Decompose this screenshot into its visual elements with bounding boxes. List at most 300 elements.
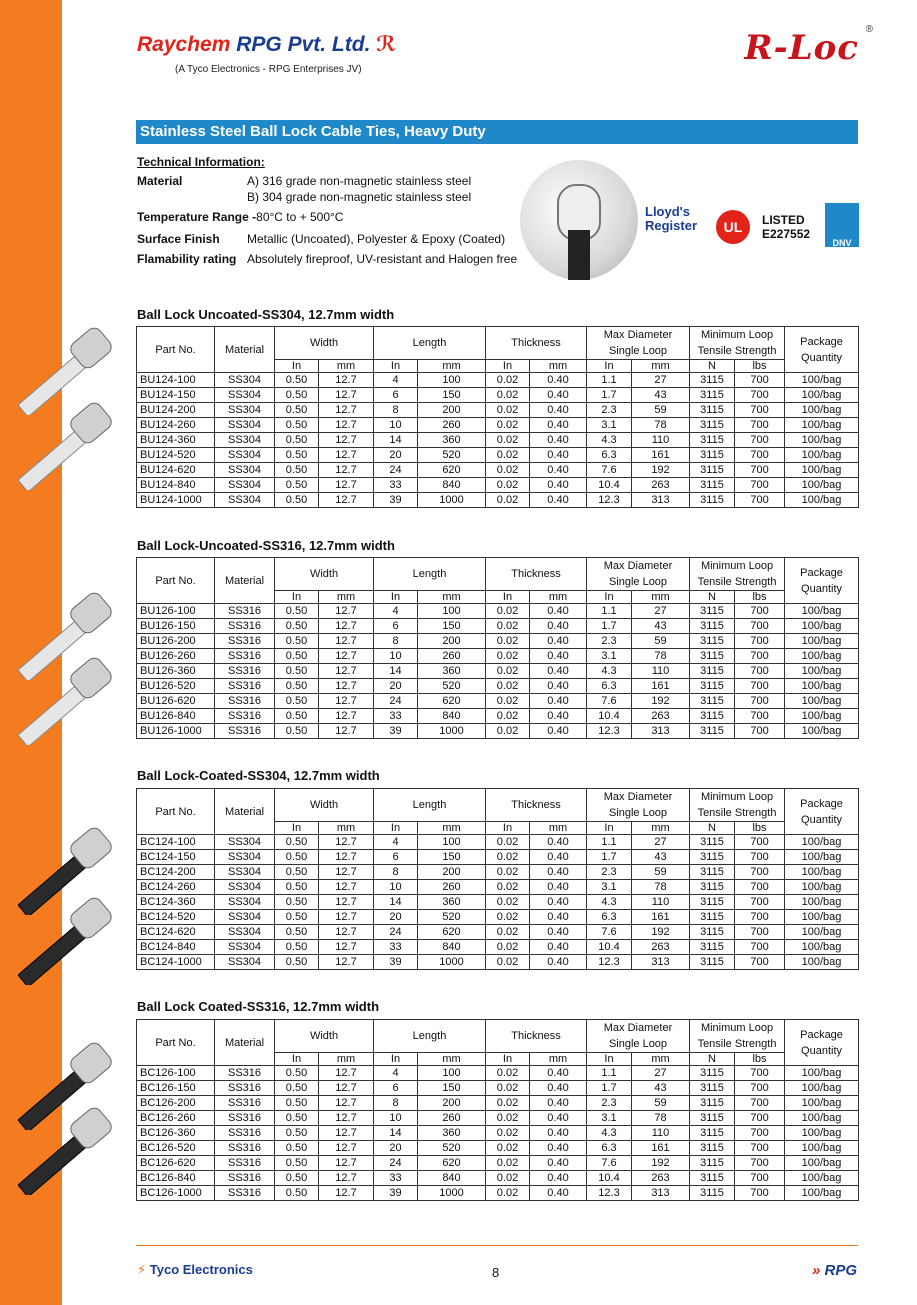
material-cell: SS304: [215, 448, 275, 463]
cell-l-mm: 200: [418, 865, 486, 880]
part-suffix: -200: [173, 1097, 196, 1109]
max-dia-line1: Max Diameter: [603, 560, 673, 572]
material-cell: SS304: [215, 373, 275, 388]
part-suffix: -360: [173, 665, 196, 677]
cell-pkg: 100/bag: [785, 463, 859, 478]
cell-w-mm: 12.7: [319, 634, 374, 649]
part-prefix: BU124: [140, 479, 174, 491]
part-number-cell: [137, 709, 215, 724]
spec-surface: [137, 232, 505, 246]
cell-n: 3115: [690, 493, 735, 508]
cell-l-in: 24: [374, 694, 418, 709]
cell-t-in: 0.02: [486, 724, 530, 739]
cell-w-in: 0.50: [275, 1126, 319, 1141]
cell-w-mm: 12.7: [319, 448, 374, 463]
cell-d-in: 10.4: [587, 709, 632, 724]
cell-d-mm: 263: [632, 1171, 690, 1186]
min-loop-line1: Minimum Loop: [700, 560, 774, 572]
part-prefix: BC124: [140, 896, 174, 908]
spec-surface-label: Surface Finish: [137, 232, 220, 246]
lloyds-register-logo: Lloyd's Register: [645, 204, 698, 233]
cell-d-in: 1.7: [587, 1081, 632, 1096]
cell-pkg: 100/bag: [785, 694, 859, 709]
cell-d-mm: 110: [632, 433, 690, 448]
unit-header-in: In: [587, 1053, 632, 1066]
cell-lbs: 700: [735, 895, 785, 910]
cell-w-in: 0.50: [275, 604, 319, 619]
col-header-max-diameter: [587, 327, 690, 360]
cell-w-mm: 12.7: [319, 910, 374, 925]
cell-n: 3115: [690, 724, 735, 739]
cell-pkg: 100/bag: [785, 1141, 859, 1156]
material-cell: SS316: [215, 1066, 275, 1081]
table-row: [137, 835, 859, 850]
cell-l-mm: 260: [418, 1111, 486, 1126]
max-dia-line2: Single Loop: [608, 345, 668, 357]
cell-l-in: 39: [374, 1186, 418, 1201]
part-prefix: BU126: [140, 710, 174, 722]
table-row: [137, 880, 859, 895]
unit-header-n: N: [690, 591, 735, 604]
table-row: [137, 1141, 859, 1156]
company-rpg: RPG Pvt. Ltd.: [236, 33, 371, 56]
cell-pkg: 100/bag: [785, 1126, 859, 1141]
cell-w-in: 0.50: [275, 373, 319, 388]
cell-lbs: 700: [735, 835, 785, 850]
cell-t-in: 0.02: [486, 634, 530, 649]
material-cell: SS304: [215, 418, 275, 433]
part-prefix: BC126: [140, 1067, 174, 1079]
cell-d-mm: 78: [632, 880, 690, 895]
cell-t-in: 0.02: [486, 619, 530, 634]
cell-d-mm: 43: [632, 1081, 690, 1096]
cell-w-mm: 12.7: [319, 679, 374, 694]
cell-w-mm: 12.7: [319, 478, 374, 493]
cell-pkg: 100/bag: [785, 649, 859, 664]
part-number-cell: [137, 1126, 215, 1141]
cell-d-mm: 192: [632, 1156, 690, 1171]
col-header-min-loop: [690, 327, 785, 360]
cell-d-mm: 263: [632, 478, 690, 493]
part-prefix: BU124: [140, 464, 174, 476]
table-row: [137, 493, 859, 508]
unit-header-mm: mm: [530, 822, 587, 835]
cell-t-in: 0.02: [486, 403, 530, 418]
cell-l-mm: 150: [418, 1081, 486, 1096]
cell-pkg: 100/bag: [785, 709, 859, 724]
cell-l-mm: 520: [418, 448, 486, 463]
cell-t-mm: 0.40: [530, 724, 587, 739]
registered-mark: ®: [865, 24, 873, 35]
part-number-cell: [137, 448, 215, 463]
col-header-min-loop: [690, 1020, 785, 1053]
unit-header-n: N: [690, 360, 735, 373]
part-number-cell: [137, 433, 215, 448]
cell-l-in: 33: [374, 478, 418, 493]
cell-lbs: 700: [735, 664, 785, 679]
cell-n: 3115: [690, 1171, 735, 1186]
part-suffix: -100: [173, 1067, 196, 1079]
material-cell: SS304: [215, 940, 275, 955]
unit-header-in: In: [486, 360, 530, 373]
cell-d-mm: 192: [632, 925, 690, 940]
cell-w-in: 0.50: [275, 1096, 319, 1111]
company-name: Raychem: [137, 33, 231, 56]
part-suffix: -1000: [173, 725, 202, 737]
part-suffix: -360: [173, 1127, 196, 1139]
cell-t-in: 0.02: [486, 1186, 530, 1201]
cell-d-in: 7.6: [587, 1156, 632, 1171]
cell-d-mm: 59: [632, 1096, 690, 1111]
cell-l-mm: 620: [418, 463, 486, 478]
cell-l-in: 10: [374, 880, 418, 895]
ul-listed-text: LISTED: [762, 213, 805, 227]
cell-w-mm: 12.7: [319, 1126, 374, 1141]
part-number-cell: [137, 880, 215, 895]
cell-d-mm: 43: [632, 388, 690, 403]
cell-l-in: 39: [374, 955, 418, 970]
col-header-max-diameter: [587, 1020, 690, 1053]
cell-w-in: 0.50: [275, 724, 319, 739]
cell-l-in: 4: [374, 1066, 418, 1081]
part-number-cell: [137, 403, 215, 418]
cell-d-in: 2.3: [587, 634, 632, 649]
cell-pkg: 100/bag: [785, 895, 859, 910]
cell-pkg: 100/bag: [785, 634, 859, 649]
cell-t-mm: 0.40: [530, 619, 587, 634]
part-prefix: BC126: [140, 1097, 174, 1109]
cell-t-in: 0.02: [486, 709, 530, 724]
table-row: [137, 1126, 859, 1141]
cell-pkg: 100/bag: [785, 1096, 859, 1111]
cell-l-in: 24: [374, 463, 418, 478]
material-cell: SS304: [215, 910, 275, 925]
cell-t-mm: 0.40: [530, 478, 587, 493]
unit-header-mm: mm: [319, 1053, 374, 1066]
cell-d-mm: 161: [632, 1141, 690, 1156]
cell-t-in: 0.02: [486, 1171, 530, 1186]
col-header-package: [785, 789, 859, 835]
part-number-cell: [137, 493, 215, 508]
cell-l-mm: 100: [418, 835, 486, 850]
part-number-cell: [137, 1096, 215, 1111]
cell-d-in: 2.3: [587, 865, 632, 880]
part-prefix: BU126: [140, 620, 174, 632]
part-prefix: BU126: [140, 695, 174, 707]
unit-header-in: In: [374, 360, 418, 373]
cell-n: 3115: [690, 709, 735, 724]
cell-w-mm: 12.7: [319, 694, 374, 709]
cell-w-in: 0.50: [275, 1111, 319, 1126]
cell-n: 3115: [690, 664, 735, 679]
cell-d-mm: 43: [632, 850, 690, 865]
table-row: [137, 925, 859, 940]
footer-divider: [136, 1245, 858, 1246]
part-suffix: -260: [173, 1112, 196, 1124]
part-suffix: -840: [173, 1172, 196, 1184]
cell-d-mm: 110: [632, 664, 690, 679]
material-cell: SS304: [215, 850, 275, 865]
cell-d-in: 4.3: [587, 433, 632, 448]
part-prefix: BC124: [140, 911, 174, 923]
package-line1: Package: [800, 566, 843, 579]
part-number-cell: [137, 895, 215, 910]
cable-tie-image-uncoated-2: [18, 400, 128, 490]
cell-t-in: 0.02: [486, 1156, 530, 1171]
col-header-length: Length: [374, 1020, 486, 1053]
product-photo: [520, 160, 638, 280]
part-prefix: BC126: [140, 1172, 174, 1184]
spec-temperature-label: Temperature Range -: [137, 210, 257, 224]
cell-t-in: 0.02: [486, 1066, 530, 1081]
cell-w-mm: 12.7: [319, 619, 374, 634]
cell-t-mm: 0.40: [530, 850, 587, 865]
footer-rpg-text: RPG: [824, 1262, 857, 1279]
part-prefix: BU124: [140, 419, 174, 431]
part-number-cell: [137, 478, 215, 493]
material-cell: SS316: [215, 679, 275, 694]
cell-l-in: 33: [374, 709, 418, 724]
cell-t-in: 0.02: [486, 679, 530, 694]
cell-t-mm: 0.40: [530, 895, 587, 910]
cell-n: 3115: [690, 835, 735, 850]
cell-n: 3115: [690, 1156, 735, 1171]
cell-lbs: 700: [735, 433, 785, 448]
table-row: [137, 709, 859, 724]
part-suffix: -100: [173, 836, 196, 848]
part-number-cell: [137, 1111, 215, 1126]
cell-d-mm: 313: [632, 1186, 690, 1201]
unit-header-n: N: [690, 822, 735, 835]
cell-w-in: 0.50: [275, 910, 319, 925]
cell-n: 3115: [690, 373, 735, 388]
unit-header-in: In: [486, 1053, 530, 1066]
part-suffix: -360: [173, 896, 196, 908]
part-number-cell: [137, 1066, 215, 1081]
unit-header-mm: mm: [530, 591, 587, 604]
cell-lbs: 700: [735, 940, 785, 955]
part-suffix: -620: [173, 464, 196, 476]
cell-t-in: 0.02: [486, 493, 530, 508]
cell-n: 3115: [690, 1066, 735, 1081]
cell-d-in: 1.1: [587, 835, 632, 850]
part-prefix: BU124: [140, 494, 174, 506]
col-header-width: Width: [275, 558, 374, 591]
cell-w-mm: 12.7: [319, 649, 374, 664]
min-loop-line2: Tensile Strength: [697, 1038, 777, 1050]
cell-n: 3115: [690, 1081, 735, 1096]
min-loop-line2: Tensile Strength: [697, 807, 777, 819]
cell-lbs: 700: [735, 1141, 785, 1156]
max-dia-line2: Single Loop: [608, 807, 668, 819]
part-number-cell: [137, 955, 215, 970]
cell-d-in: 6.3: [587, 910, 632, 925]
cell-w-in: 0.50: [275, 403, 319, 418]
cell-w-in: 0.50: [275, 493, 319, 508]
cell-d-mm: 313: [632, 493, 690, 508]
part-suffix: -260: [173, 881, 196, 893]
cell-w-mm: 12.7: [319, 925, 374, 940]
cell-d-in: 2.3: [587, 403, 632, 418]
col-header-package: [785, 1020, 859, 1066]
cell-l-mm: 150: [418, 850, 486, 865]
cell-l-mm: 150: [418, 388, 486, 403]
cell-l-in: 20: [374, 679, 418, 694]
cell-w-in: 0.50: [275, 925, 319, 940]
part-prefix: BC126: [140, 1142, 174, 1154]
cell-w-mm: 12.7: [319, 493, 374, 508]
part-prefix: BU126: [140, 635, 174, 647]
part-suffix: -620: [173, 695, 196, 707]
part-suffix: -200: [173, 635, 196, 647]
cell-l-mm: 1000: [418, 493, 486, 508]
cell-pkg: 100/bag: [785, 1081, 859, 1096]
cell-l-mm: 840: [418, 709, 486, 724]
min-loop-line1: Minimum Loop: [700, 1022, 774, 1034]
max-dia-line1: Max Diameter: [603, 1022, 673, 1034]
part-number-cell: [137, 418, 215, 433]
cell-d-mm: 78: [632, 649, 690, 664]
cell-pkg: 100/bag: [785, 835, 859, 850]
cell-t-mm: 0.40: [530, 910, 587, 925]
cell-l-in: 10: [374, 418, 418, 433]
max-dia-line1: Max Diameter: [603, 329, 673, 341]
cell-d-mm: 110: [632, 1126, 690, 1141]
cell-d-mm: 313: [632, 955, 690, 970]
cell-t-in: 0.02: [486, 418, 530, 433]
cell-w-mm: 12.7: [319, 1186, 374, 1201]
cell-d-mm: 313: [632, 724, 690, 739]
cell-l-mm: 840: [418, 478, 486, 493]
cell-l-in: 8: [374, 403, 418, 418]
material-cell: SS316: [215, 1111, 275, 1126]
part-prefix: BC126: [140, 1157, 174, 1169]
cell-d-in: 7.6: [587, 694, 632, 709]
cell-w-mm: 12.7: [319, 1156, 374, 1171]
cell-l-in: 10: [374, 1111, 418, 1126]
cell-pkg: 100/bag: [785, 865, 859, 880]
cell-d-in: 10.4: [587, 478, 632, 493]
cell-l-mm: 200: [418, 1096, 486, 1111]
spec-table-4: [136, 1019, 859, 1201]
cell-l-mm: 360: [418, 895, 486, 910]
cell-lbs: 700: [735, 478, 785, 493]
cell-w-in: 0.50: [275, 418, 319, 433]
cell-w-mm: 12.7: [319, 1081, 374, 1096]
spec-table-2: [136, 557, 859, 739]
table-row: [137, 1171, 859, 1186]
material-cell: SS304: [215, 403, 275, 418]
table-row: [137, 1156, 859, 1171]
section-title-1: Ball Lock Uncoated-SS304, 12.7mm width: [137, 307, 395, 322]
ul-listed: [762, 213, 810, 241]
cell-w-mm: 12.7: [319, 403, 374, 418]
cell-w-in: 0.50: [275, 463, 319, 478]
cell-l-in: 14: [374, 433, 418, 448]
cell-pkg: 100/bag: [785, 850, 859, 865]
cell-d-in: 3.1: [587, 649, 632, 664]
table-row: [137, 910, 859, 925]
table-row: [137, 634, 859, 649]
company-subtitle: (A Tyco Electronics - RPG Enterprises JV): [175, 64, 362, 75]
part-suffix: -150: [173, 620, 196, 632]
col-header-thickness: Thickness: [486, 327, 587, 360]
part-prefix: BU124: [140, 404, 174, 416]
cell-lbs: 700: [735, 880, 785, 895]
cell-n: 3115: [690, 880, 735, 895]
cell-w-mm: 12.7: [319, 724, 374, 739]
package-line2: Quantity: [801, 351, 842, 364]
unit-header-in: In: [374, 591, 418, 604]
cell-l-in: 20: [374, 448, 418, 463]
cell-t-mm: 0.40: [530, 925, 587, 940]
cell-lbs: 700: [735, 493, 785, 508]
col-header-max-diameter: [587, 558, 690, 591]
cell-t-in: 0.02: [486, 865, 530, 880]
part-prefix: BC124: [140, 836, 174, 848]
cell-w-mm: 12.7: [319, 1111, 374, 1126]
cell-n: 3115: [690, 1141, 735, 1156]
cell-pkg: 100/bag: [785, 955, 859, 970]
unit-header-mm: mm: [530, 360, 587, 373]
cell-l-mm: 620: [418, 925, 486, 940]
cell-d-in: 7.6: [587, 463, 632, 478]
brand-logo: R-Loc: [744, 28, 859, 68]
cell-lbs: 700: [735, 418, 785, 433]
package-line1: Package: [800, 797, 843, 810]
table-row: [137, 463, 859, 478]
col-header-material: Material: [215, 327, 275, 373]
part-suffix: -150: [173, 389, 196, 401]
material-cell: SS304: [215, 478, 275, 493]
unit-header-lbs: lbs: [735, 360, 785, 373]
material-cell: SS316: [215, 1156, 275, 1171]
cell-d-in: 1.1: [587, 373, 632, 388]
cell-w-in: 0.50: [275, 1186, 319, 1201]
table-row: [137, 373, 859, 388]
cell-d-in: 10.4: [587, 1171, 632, 1186]
table-row: [137, 694, 859, 709]
col-header-width: Width: [275, 789, 374, 822]
cell-t-mm: 0.40: [530, 1171, 587, 1186]
cell-pkg: 100/bag: [785, 388, 859, 403]
table-row: [137, 433, 859, 448]
spec-table-3: [136, 788, 859, 970]
cell-n: 3115: [690, 1186, 735, 1201]
col-header-length: Length: [374, 789, 486, 822]
cell-pkg: 100/bag: [785, 619, 859, 634]
part-number-cell: [137, 634, 215, 649]
footer-tyco-text: Tyco Electronics: [149, 1262, 253, 1277]
cell-t-in: 0.02: [486, 850, 530, 865]
technical-info-title: Technical Information:: [137, 155, 265, 169]
cell-w-mm: 12.7: [319, 604, 374, 619]
col-header-thickness: Thickness: [486, 558, 587, 591]
cell-d-mm: 27: [632, 835, 690, 850]
unit-header-in: In: [275, 591, 319, 604]
material-cell: SS304: [215, 388, 275, 403]
material-cell: SS304: [215, 865, 275, 880]
cell-pkg: 100/bag: [785, 433, 859, 448]
spec-temperature-value: 80°C to + 500°C: [256, 210, 344, 224]
cell-d-in: 7.6: [587, 925, 632, 940]
col-header-width: Width: [275, 327, 374, 360]
col-header-thickness: Thickness: [486, 1020, 587, 1053]
cell-l-in: 20: [374, 1141, 418, 1156]
cell-lbs: 700: [735, 1186, 785, 1201]
part-number-cell: [137, 679, 215, 694]
cell-lbs: 700: [735, 925, 785, 940]
